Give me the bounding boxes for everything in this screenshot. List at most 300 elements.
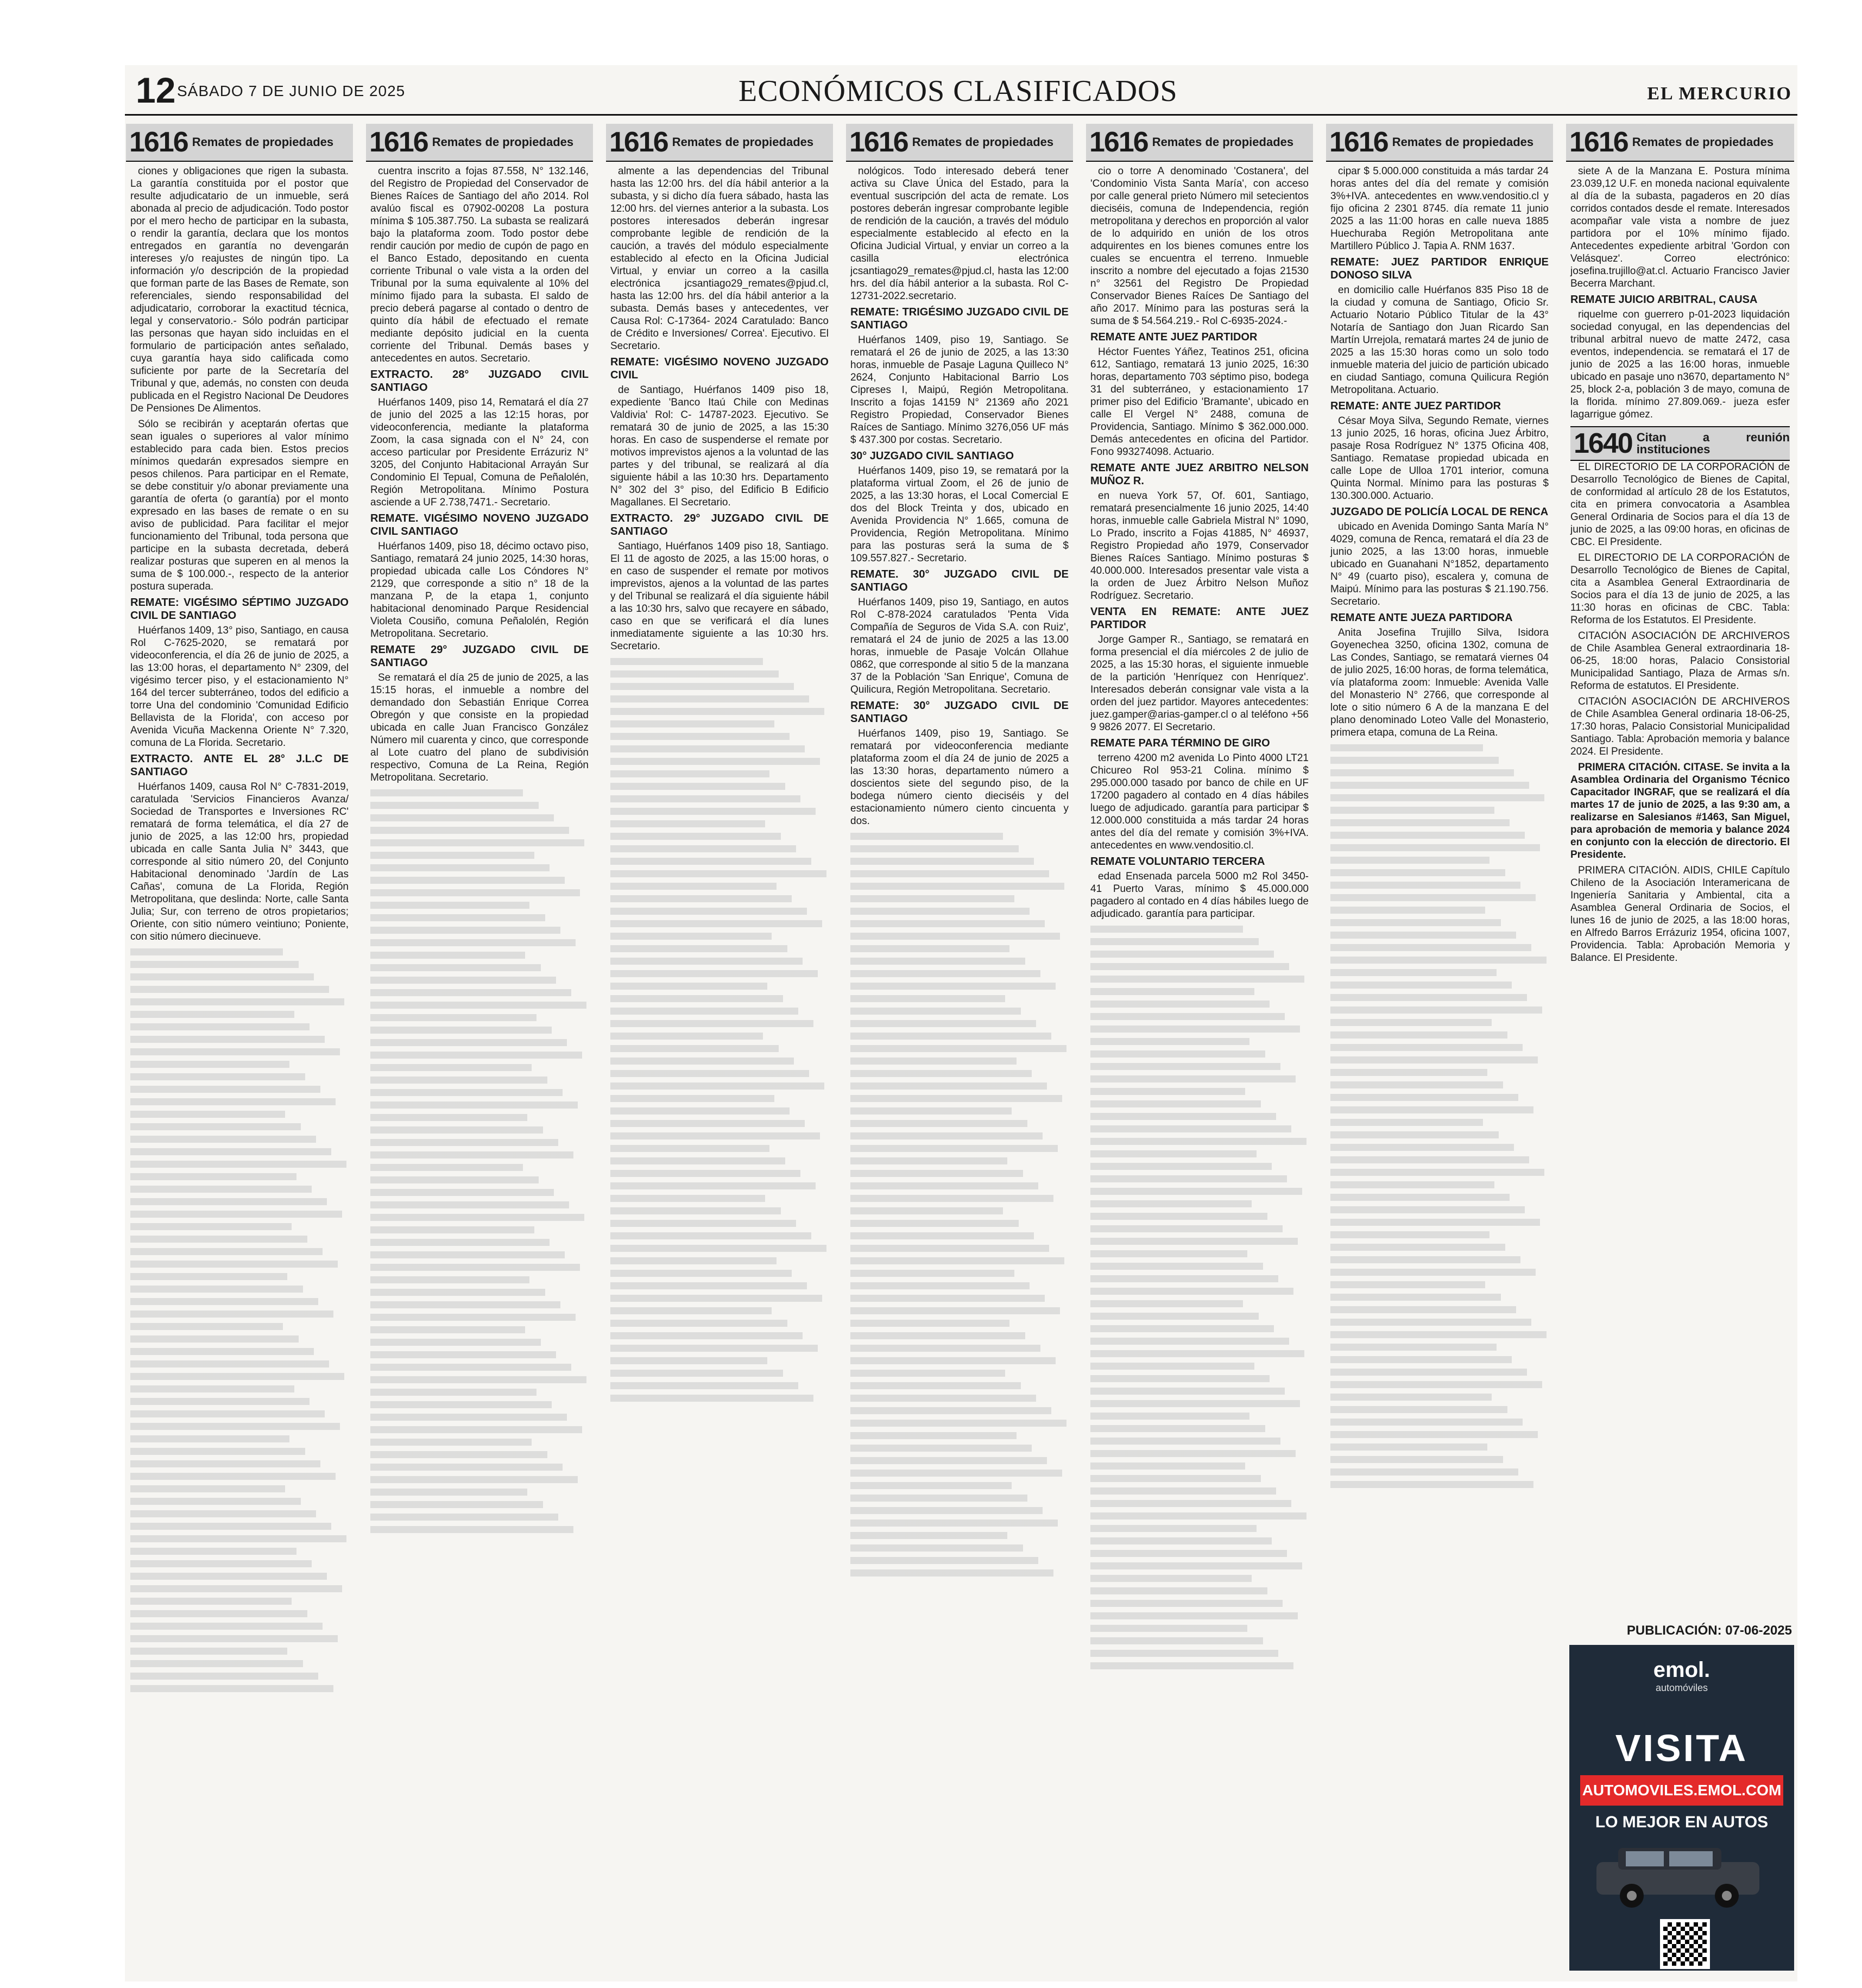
small-print-line <box>370 1189 554 1196</box>
notice-text: Huérfanos 1409, piso 14, Rematará el día 27 de junio del 2025 a las 12:15 horas, por videoconferencia, mediante la plataforma Zoom, la casa signada con el N° 24, con acceso particular por Presidente Errázuriz N° 3205, del Conjunto Habitacional Arrayán Sur Condominio El Tepual, Comuna de Peñalolén, Región Metropolitana. Mínimo Postura asciende a UF 2.738,7471.- Secretario. <box>370 397 589 508</box>
small-print-line <box>610 1008 798 1015</box>
small-print-line <box>1330 932 1516 939</box>
small-print-line <box>130 1198 327 1205</box>
notice-title: REMATE: TRIGÉSIMO JUZGADO CIVIL DE SANTIAGO <box>850 306 1069 331</box>
small-print-line <box>130 1423 340 1430</box>
small-print-line <box>130 1548 296 1555</box>
small-print-line <box>1330 1269 1536 1276</box>
small-print-line <box>370 1089 563 1096</box>
small-print-line <box>850 833 1003 840</box>
small-print-line <box>130 1410 325 1417</box>
section-title: ECONÓMICOS CLASIFICADOS <box>739 74 1178 108</box>
car-icon <box>1580 1840 1783 1911</box>
notice-title: REMATE ANTE JUEZ ARBITRO NELSON MUÑOZ R. <box>1090 462 1309 487</box>
small-print-line <box>1330 1006 1542 1014</box>
small-print-line <box>850 920 1045 927</box>
issue-date: SÁBADO 7 DE JUNIO DE 2025 <box>177 83 406 99</box>
small-print-line <box>1090 1313 1259 1320</box>
small-print-line <box>1330 1044 1523 1051</box>
small-print-line <box>610 970 818 977</box>
notice-text: terreno 4200 m2 avenida Lo Pinto 4000 LT21 Chicureo Rol 953-21 Colina. mínimo $ 295.000.000 tasado por banco de chile en UF 17200 pagadero al contado en 4 días hábiles luego de adjudicado. garantía para participar $ 12.000.000 constituida a más tardar 24 horas antes del día del remate y comisión 3%+IVA. antecedentes en www.vendositio.cl. <box>1090 752 1309 851</box>
small-print-line <box>370 1101 578 1109</box>
small-print-line <box>1090 1088 1245 1095</box>
column-body <box>1086 162 1313 1669</box>
notice-text: en domicilio calle Huérfanos 835 Piso 18 de la ciudad y comuna de Santiago, Oficio Sr. Actuario Notario Público Titular de la 43° Notaría de Santiago don Juan Ricardo San Martín Urrejola, rematará martes 24 de junio de 2025 a las 15:30 horas como un solo todo inmueble materia del juicio de partición ubicado en ciudad Santiago, comuna Quilicura Región Metropolitana. Actuario. <box>1330 284 1549 396</box>
classified-column <box>1086 124 1313 1975</box>
small-print-line <box>610 720 774 727</box>
small-print-line <box>370 1226 534 1233</box>
small-print-line <box>610 808 816 815</box>
column-body <box>1566 162 1794 964</box>
small-print-line <box>850 1557 1038 1564</box>
small-print-line <box>1090 1587 1267 1594</box>
small-print-line <box>1090 1200 1252 1207</box>
notice-title: REMATE 29° JUZGADO CIVIL DE SANTIAGO <box>370 644 589 669</box>
small-print-line <box>370 1339 541 1346</box>
small-print-line <box>850 908 1030 915</box>
small-print-line <box>1330 957 1547 964</box>
small-print-line <box>1090 1500 1291 1507</box>
small-print-line <box>1330 882 1520 889</box>
small-print-line <box>1330 1144 1514 1151</box>
small-print-line <box>1090 1338 1289 1345</box>
small-print-line <box>370 1064 532 1071</box>
small-print-line <box>1090 1213 1267 1220</box>
small-print-line <box>850 1357 1056 1364</box>
small-print-line <box>610 933 772 940</box>
notice-text: Se rematará el día 25 de junio de 2025, a las 15:15 horas, el inmueble a nombre del demandado don Sebastián Enrique Correa Obregón y que consiste en la propiedad ubicada en calle Juan Francisco González Número mil cuarenta y cinco, que corresponde al Lote cuatro del plano de subdivisión respectivo, Comuna de La Reina, Región Metropolitana. Secretario. <box>370 672 589 783</box>
small-print-line <box>850 1020 1036 1027</box>
small-print-line <box>370 1139 558 1146</box>
small-print-line <box>610 1070 809 1077</box>
small-print-line <box>130 1236 307 1243</box>
small-print-line <box>370 902 529 909</box>
small-print-line <box>610 1295 822 1302</box>
small-print-line <box>850 1008 1021 1015</box>
small-print-line <box>850 995 1005 1002</box>
small-print-line <box>850 1332 1025 1339</box>
notice-text: Huérfanos 1409, piso 18, décimo octavo piso, Santiago, rematará 24 junio 2025, 14:30 horas, propiedad ubicada calle Los Cóndores N° 2129, que corresponde a sitio n° 18 de la manzana P, de la etapa 1, conjunto habitacional denominado Parque Residencial Violeta Cousiño, comuna Peñalolén, Región Metropolitana. Secretario. <box>370 541 589 640</box>
small-print-line <box>1090 1462 1245 1470</box>
small-print-line <box>1090 1400 1300 1407</box>
notice-text: Huérfanos 1409, causa Rol N° C-7831-2019, caratulada 'Servicios Financieros Avanza/ Sociedad de Transportes e Inversiones RC' rematará de forma telemática, el día 27 de junio de 2025, a las 12:00 hrs, propiedad ubicada en calle Santa Julia N° 3443, que corresponde al sitio número 20, del Conjunto Habitacional denominado 'Jardín de Las Cañas', comuna de La Florida, Región Metropolitana, que deslinda: Norte, calle Santa Julia; Sur, con terreno de otros propietarios; Oriente, con sitio número veintiuno; Poniente, con sitio número diecinueve. <box>130 781 349 942</box>
small-print-line <box>1330 769 1514 776</box>
ad-logo-text: emol. <box>1653 1658 1710 1682</box>
small-print-line <box>1330 1419 1523 1426</box>
small-print-line <box>1090 1263 1263 1270</box>
small-print-line <box>1330 1169 1544 1176</box>
small-print-line <box>610 770 769 777</box>
notice-title: REMATE ANTE JUEZ PARTIDOR <box>1090 331 1258 343</box>
ad-logo <box>1569 1658 1794 1694</box>
small-print-line <box>130 1448 305 1455</box>
small-print-line <box>130 1036 325 1043</box>
meeting-notice: CITACIÓN ASOCIACIÓN DE ARCHIVEROS de Chile Asamblea General extraordinaria 18-06-25, 18:00 horas, Palacio Consistorial Municipalidad Santiago, Plaza de Armas s/n. Reforma de estatutos. El Presidente. <box>1570 630 1790 692</box>
small-print-line <box>1330 844 1540 851</box>
small-print-line <box>1090 1063 1280 1070</box>
small-print-line <box>1330 919 1501 926</box>
notice-text: Héctor Fuentes Yáñez, Teatinos 251, oficina 612, Santiago, rematará 13 junio 2025, 16:30 horas, departamento 703 séptimo piso, bodega 31 del subterráneo, y estacionamiento 17 primer piso del Edificio 'Bramante', ubicado en calle El Vergel N° 2488, comuna de Providencia, Santiago. Mínimo $ 362.000.000. Demás antecedentes en oficina del Partidor. Fono 993274098. Actuario. <box>1090 346 1309 458</box>
notice-text: Huérfanos 1409, piso 19, Santiago, en autos Rol C-878-2024 caratulados 'Penta Vida Compañía de Seguros de Vida S.A. con Ruiz', rematará el 24 de junio de 2025 a las 13.00 horas, inmueble de Pasaje Volcán Ollahue 0862, que corresponde al sitio 5 de la manzana 37 de la Población 'San Enrique', Comuna de Quilicura, Región Metropolitana. Secretario. <box>850 597 1069 695</box>
small-print-line <box>1330 1406 1507 1413</box>
small-print-line <box>130 1310 333 1318</box>
small-print-line <box>370 814 554 821</box>
small-print-line <box>1090 1562 1302 1569</box>
small-print-line <box>1090 1150 1257 1157</box>
small-print-line <box>370 1264 580 1271</box>
small-print-line <box>370 1077 547 1084</box>
meeting-notice: CITACIÓN ASOCIACIÓN DE ARCHIVEROS de Chile Asamblea General ordinaria 18-06-25, 17:30 horas, Palacio Consistorial Municipalidad Santiago. Tabla: Aprobación memoria y balance 2024. El Presidente. <box>1570 696 1790 757</box>
small-print-line <box>610 695 809 702</box>
small-print-line <box>370 1464 563 1471</box>
small-print-line <box>130 1248 323 1255</box>
small-print-line <box>610 1345 818 1352</box>
meeting-notice: PRIMERA CITACIÓN. CITASE. Se invita a la Asamblea Ordinaria del Organismo Técnico Capacitador INGRAF, que se realizará el día martes 17 de junio de 2025, a las 9:30 am, a realizarse en Salesianos #1463, San Miguel, para aprobación de memoria y balance 2024 en conjunto con la elección de directorio. El Presidente. <box>1570 762 1790 860</box>
category-code: 1616 <box>369 126 428 158</box>
small-print-line <box>130 1460 320 1467</box>
small-print-line <box>610 733 790 740</box>
small-print-line <box>1090 1288 1293 1295</box>
notice-text: riquelme con guerrero p-01-2023 liquidación sociedad conyugal, en las dependencias del tribunal arbitral nuevo de matte 2472, casa eventos, independencia. se rematará el 17 de junio de 2025 a las 16:00 horas, inmueble ubicado en pasaje uno n3670, departamento N° 25, block 2-a, población 3 de mayo, comuna de la florida. mínimo 27.809.069.- jueza esfer lagarrigue gómez. <box>1570 309 1790 420</box>
category-label: Remates de propiedades <box>432 135 574 149</box>
small-print-line <box>130 1186 312 1193</box>
small-print-line <box>1330 1206 1525 1213</box>
small-print-line <box>130 948 283 955</box>
small-print-line <box>1090 938 1259 945</box>
small-print-line <box>850 983 1056 990</box>
small-print-line <box>1330 969 1497 976</box>
small-print-line <box>370 989 571 996</box>
small-print-line <box>370 1126 543 1134</box>
small-print-line <box>1090 1388 1285 1395</box>
small-print-line <box>610 820 765 827</box>
small-print-line <box>130 1023 310 1030</box>
ad-headline: VISITA <box>1615 1727 1749 1769</box>
classified-column <box>126 124 353 1975</box>
column-body <box>846 162 1073 1577</box>
ad-tagline: LO MEJOR EN AUTOS <box>1595 1813 1769 1831</box>
small-print-line <box>1330 1106 1533 1113</box>
qr-code-icon[interactable] <box>1660 1919 1710 1969</box>
small-print-line <box>1090 1113 1276 1120</box>
small-print-line <box>1330 794 1544 801</box>
small-print-line <box>1090 1075 1296 1082</box>
small-print-line <box>610 1307 772 1314</box>
small-print-line <box>370 1239 550 1246</box>
small-print-line <box>1330 1431 1538 1438</box>
small-print-line <box>610 1107 790 1115</box>
small-print-line <box>370 1289 545 1296</box>
small-print-line <box>130 973 314 980</box>
small-print-line <box>130 1398 310 1405</box>
small-print-line <box>1330 1194 1510 1201</box>
small-print-line <box>1330 1456 1503 1463</box>
small-print-line <box>130 1286 303 1293</box>
small-print-line <box>610 1245 826 1252</box>
small-print-line <box>1330 1356 1512 1363</box>
small-print-line <box>1330 1219 1540 1226</box>
small-print-line <box>130 1298 318 1305</box>
notice-title: EXTRACTO. 28° JUZGADO CIVIL SANTIAGO <box>370 369 589 394</box>
notice-text: ubicado en Avenida Domingo Santa María N° 4029, comuna de Renca, rematará el día 23 de junio 2025, a las 13:00 horas, inmueble ubicado en Guanahani N°1852, departamento N° 49 (cuarto piso), escalera y, comuna de Maipú. Mínimo para las posturas $ 21.190.756. Secretario. <box>1330 521 1549 607</box>
small-print-line <box>130 1148 331 1155</box>
small-print-line <box>370 1351 556 1358</box>
small-print-line <box>850 895 1014 902</box>
small-print-lines <box>610 658 829 1402</box>
small-print-line <box>1330 1369 1527 1376</box>
small-print-line <box>1090 1438 1280 1445</box>
small-print-line <box>1330 1481 1533 1488</box>
small-print-line <box>610 670 779 678</box>
small-print-line <box>1090 1025 1300 1033</box>
small-print-line <box>850 1033 1051 1040</box>
small-print-line <box>370 1326 525 1333</box>
small-print-line <box>370 952 525 959</box>
category-label: Remates de propiedades <box>672 135 814 149</box>
small-print-line <box>610 1182 816 1189</box>
classified-column <box>366 124 593 1975</box>
small-print-line <box>1090 1013 1285 1020</box>
category-label: Remates de propiedades <box>912 135 1054 149</box>
ad-url[interactable]: AUTOMOVILES.EMOL.COM <box>1580 1775 1783 1806</box>
small-print-line <box>130 1523 331 1530</box>
small-print-line <box>1090 1625 1247 1632</box>
small-print-line <box>610 1033 763 1040</box>
column-body <box>606 162 833 1402</box>
column-body <box>126 162 353 1692</box>
small-print-line <box>610 1220 796 1227</box>
small-print-line <box>850 1370 1005 1377</box>
small-print-line <box>850 1382 1021 1389</box>
small-print-line <box>1330 807 1494 814</box>
small-print-line <box>130 1223 292 1230</box>
small-print-line <box>610 1332 803 1339</box>
small-print-line <box>1090 1637 1263 1644</box>
notice-title: REMATE VOLUNTARIO TERCERA <box>1090 856 1265 868</box>
small-print-line <box>130 1560 312 1567</box>
small-print-line <box>850 1107 1012 1115</box>
category-code: 1616 <box>609 126 668 158</box>
classified-column <box>846 124 1073 1975</box>
small-print-line <box>610 895 792 902</box>
small-print-line <box>370 964 541 971</box>
meeting-notice: PRIMERA CITACIÓN. AIDIS, CHILE Capítulo Chileno de la Asociación Interamericana de Ingeniería Sanitaria y Ambiental, cita a Asamblea General Ordinaria de Socios, el lunes 16 de junio de 2025, a las 18:00 horas, en Alfredo Barros Errázuriz 1954, oficina 1007, Providencia. Tabla: Aprobación Memoria y Balance. El Presidente. <box>1570 865 1790 964</box>
small-print-line <box>130 1485 285 1492</box>
small-print-line <box>850 883 1064 890</box>
ad-paragraph: cipar $ 5.000.000 constituida a más tardar 24 horas antes del día del remate y comisión 3%+IVA. antecedentes en www.vendositio.cl y fijo oficina 2 2301 8745. día remate 11 junio 2025 a las 11:00 horas en calle nueva 1885 Huechuraba Región Metropolitana ante Martillero Público J. Tapia A. RNM 1637. <box>1330 166 1549 252</box>
ad-paragraph: ciones y obligaciones que rigen la subasta. La garantía constituida por el postor que resulte adjudicatario de un inmueble, será abonada al precio de adjudicación. Todo postor por el mero hecho de participar en la subasta, o rendir la garantía, declara que los montos entregados en garantía no devengarán intereses y/o reajustes de ningún tipo. La información y/o descripción de la propiedad que forman parte de las Bases de Remate, son referenciales, siendo responsabilidad del adjudicatario, corroborar la exactitud técnica, legal y conservatorio.- Sólo podrán participar las personas que hayan sido incluidas en el formulario de participación antes señalado, cuya garantía haya sido calificada como suficiente por parte de la Secretaría del Tribunal y que, además, no consten con deuda publicada en el Registro Nacional De Deudores De Pensiones De Alimentos. <box>130 166 349 414</box>
small-print-line <box>370 1301 560 1308</box>
small-print-line <box>130 1136 316 1143</box>
column-header <box>1326 124 1553 162</box>
small-print-line <box>1330 1131 1499 1138</box>
small-print-line <box>610 870 826 877</box>
small-print-line <box>610 1207 781 1214</box>
small-print-line <box>370 1039 567 1046</box>
small-print-line <box>610 920 822 927</box>
notice-title: EXTRACTO. 29° JUZGADO CIVIL DE SANTIAGO <box>610 512 829 537</box>
small-print-line <box>130 1360 329 1367</box>
small-print-line <box>1090 1001 1270 1008</box>
small-print-line <box>130 1048 340 1055</box>
category-label: Remates de propiedades <box>1392 135 1534 149</box>
small-print-line <box>850 870 1049 877</box>
small-print-line <box>610 1357 767 1364</box>
ad-paragraph: Sólo se recibirán y aceptarán ofertas que sean iguales o superiores al valor mínimo establecido para cada bien. Estos precios mínimos quedarán expresados siempre en pesos chilenos. Para participar en el Remate, se debe constituir y/o abonar previamente una garantía de oferta (o garantía) por el monto expresado en las bases de remate o en su aviso de publicidad. Para facilitar el mejor funcionamiento del Tribunal, toda persona que participe en la subasta decretada, deberá realizar posturas que superen en al menos la suma de $ 100.000.-, respecto de la anterior postura superada. <box>130 419 349 592</box>
small-print-line <box>370 877 565 884</box>
small-print-line <box>1330 1081 1503 1088</box>
small-print-line <box>610 683 794 690</box>
category-code: 1640 <box>1574 428 1632 459</box>
small-print-line <box>1090 1363 1254 1370</box>
small-print-line <box>1090 1238 1298 1245</box>
small-print-line <box>1330 1031 1507 1039</box>
small-print-line <box>1090 1300 1243 1307</box>
small-print-line <box>610 1132 820 1139</box>
small-print-line <box>1330 1381 1542 1388</box>
small-print-line <box>850 858 1034 865</box>
small-print-line <box>610 1058 794 1065</box>
small-print-line <box>130 1535 346 1542</box>
small-print-line <box>370 1489 527 1496</box>
small-print-line <box>850 1120 1027 1127</box>
notice-text: Jorge Gamper R., Santiago, se rematará en forma presencial el día miércoles 2 de julio de 2025, a las 15:30 horas, el siguiente inmueble de la partición 'Henríquez con Henríquez'. Interesados deberán consignar vale vista a la orden del juez partidor. Mayores antecedentes: juez.gamper@arias-gamper.cl o al teléfono +56 9 9826 2077. El Secretario. <box>1090 634 1309 733</box>
notice-title: REMATE: VIGÉSIMO NOVENO JUZGADO CIVIL <box>610 356 829 381</box>
small-print-line <box>1330 1281 1485 1288</box>
small-print-line <box>370 1014 536 1021</box>
small-print-line <box>850 1157 1007 1164</box>
small-print-line <box>1090 1050 1265 1058</box>
small-print-line <box>370 1501 543 1508</box>
small-print-line <box>610 1145 769 1152</box>
small-print-line <box>610 958 803 965</box>
small-print-line <box>370 914 545 921</box>
small-print-line <box>610 908 807 915</box>
small-print-line <box>370 1439 532 1446</box>
category-label: Remates de propiedades <box>1152 135 1294 149</box>
small-print-line <box>610 983 767 990</box>
small-print-line <box>610 1257 777 1264</box>
meeting-notice: EL DIRECTORIO DE LA CORPORACIÓN de Desarrollo Tecnológico de Bienes de Capital, de conformidad al artículo 28 de los Estatutos, cita en primera convocatoria a Asamblea General Ordinaria de Socios para el día 13 de junio de 2025, a las 09:00 horas, en oficinas de CBC. El Presidente. <box>1570 461 1790 548</box>
small-print-line <box>610 1195 765 1202</box>
small-print-line <box>850 1445 1032 1452</box>
small-print-line <box>1090 1550 1287 1557</box>
small-print-line <box>370 977 556 984</box>
small-print-line <box>610 1270 792 1277</box>
small-print-line <box>130 1323 283 1330</box>
small-print-line <box>1090 1525 1257 1532</box>
small-print-line <box>610 1082 824 1090</box>
small-print-line <box>370 1414 567 1421</box>
small-print-line <box>850 1145 1058 1152</box>
small-print-line <box>1090 1225 1283 1232</box>
small-print-line <box>850 970 1040 977</box>
small-print-line <box>370 1526 573 1533</box>
notice-title: REMATE: VIGÉSIMO SÉPTIMO JUZGADO CIVIL DE SANTIAGO <box>130 597 349 622</box>
notice-title: REMATE. 30° JUZGADO CIVIL DE SANTIAGO <box>850 568 1069 593</box>
notice-title: REMATE: ANTE JUEZ PARTIDOR <box>1330 400 1501 412</box>
small-print-line <box>130 1473 336 1480</box>
small-print-line <box>370 1052 582 1059</box>
small-print-line <box>850 1245 1049 1252</box>
small-print-line <box>1330 757 1499 764</box>
ad-logo-sub: automóviles <box>1655 1682 1708 1693</box>
category-code: 1616 <box>129 126 188 158</box>
small-print-line <box>370 1401 552 1408</box>
small-print-line <box>1330 1443 1487 1451</box>
small-print-line <box>850 1307 1060 1314</box>
notice-title: REMATE PARA TÉRMINO DE GIRO <box>1090 737 1270 749</box>
small-print-line <box>850 945 1009 952</box>
notice-title: VENTA EN REMATE: ANTE JUEZ PARTIDOR <box>1090 606 1309 631</box>
small-print-line <box>1330 819 1510 826</box>
small-print-line <box>370 1389 536 1396</box>
small-print-line <box>610 1170 800 1177</box>
small-print-line <box>370 1314 576 1321</box>
notice-title: JUZGADO DE POLICÍA LOCAL DE RENCA <box>1330 506 1549 518</box>
column-body <box>366 162 593 1533</box>
small-print-line <box>130 1011 294 1018</box>
small-print-line <box>1330 869 1505 876</box>
classified-column <box>1326 124 1553 1975</box>
small-print-line <box>850 1569 1053 1577</box>
notice-title: REMATE: 30° JUZGADO CIVIL DE SANTIAGO <box>850 700 1069 725</box>
small-print-line <box>610 1320 787 1327</box>
small-print-line <box>1330 1468 1518 1476</box>
notice-title: REMATE ANTE JUEZA PARTIDORA <box>1330 612 1513 624</box>
small-print-line <box>850 1170 1023 1177</box>
small-print-line <box>1330 994 1527 1001</box>
small-print-line <box>130 1173 296 1180</box>
small-print-line <box>370 864 550 871</box>
small-print-line <box>610 995 783 1002</box>
small-print-line <box>1330 857 1489 864</box>
small-print-line <box>850 1544 1023 1552</box>
small-print-line <box>1090 988 1254 995</box>
small-print-line <box>1330 1256 1520 1263</box>
small-print-line <box>610 1370 783 1377</box>
small-print-line <box>610 1282 807 1289</box>
small-print-line <box>1090 1138 1306 1145</box>
column-subheader <box>1570 426 1790 461</box>
small-print-line <box>610 1157 785 1164</box>
notice-text: en nueva York 57, Of. 601, Santiago, rematará presencialmente 16 junio 2025, 14:40 horas, inmueble calle Gabriela Mistral N° 1090, Lo Prado, inscrito a Fojas 41885, N° 46937, Registro Propiedad año 1979, Conservador Bienes Raíces Santiago. Mínimo posturas $ 40.000.000. Interesados presentar vale vista a la orden de Juez Árbitro Nelson Muñoz Rodríguez. Secretario. <box>1090 490 1309 602</box>
small-print-line <box>850 1207 1003 1214</box>
small-print-line <box>130 1435 289 1442</box>
small-print-line <box>130 1648 287 1655</box>
small-print-line <box>610 1045 779 1052</box>
small-print-line <box>1090 926 1243 933</box>
emol-autos-ad[interactable] <box>1569 1645 1794 1971</box>
small-print-line <box>1330 1231 1489 1238</box>
small-print-line <box>1090 1325 1274 1332</box>
category-label: Remates de propiedades <box>1632 135 1774 149</box>
small-print-lines <box>370 789 589 1533</box>
small-print-line <box>370 1201 569 1208</box>
small-print-line <box>610 1095 774 1102</box>
small-print-line <box>370 1514 558 1521</box>
small-print-line <box>850 1432 1017 1439</box>
small-print-line <box>370 1114 527 1121</box>
small-print-line <box>130 1123 301 1130</box>
small-print-line <box>1330 1056 1538 1063</box>
small-print-line <box>1330 1344 1497 1351</box>
small-print-line <box>130 1073 305 1080</box>
small-print-line <box>1090 1038 1249 1045</box>
small-print-line <box>130 1061 289 1068</box>
small-print-line <box>130 961 299 968</box>
small-print-line <box>1090 1125 1291 1132</box>
